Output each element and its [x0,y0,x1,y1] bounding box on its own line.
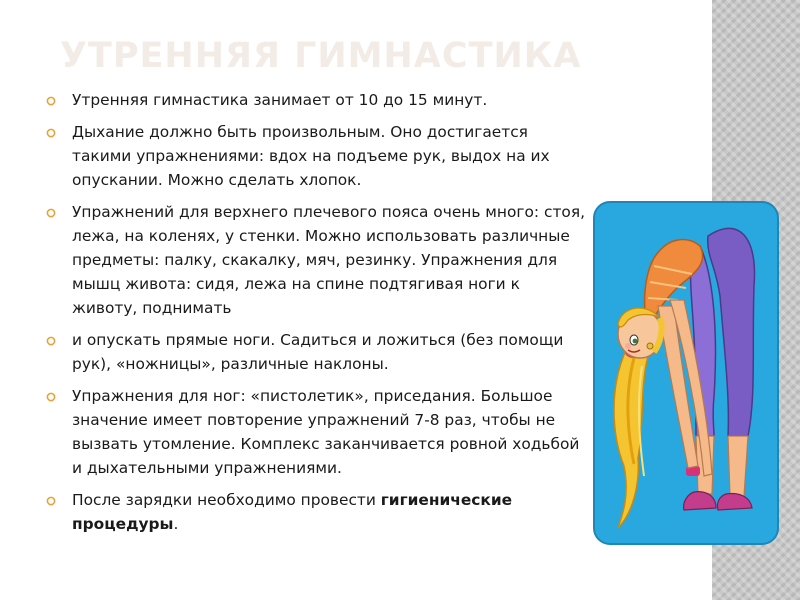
bullet-circle-icon [46,496,56,506]
bullet-text: Упражнения для ног: «пистолетик», приседания. Большое значение имеет повторение упражнений 7-8 раз, чтобы не вызвать утомление. Комплекс заканчивается ровной ходьбой и дыхательными упражнениями. [72,387,580,477]
bullet-text-bold: гигиенические процедуры [72,491,513,533]
bullet-item [46,328,586,376]
girl-stretching-illustration [588,196,784,550]
bullet-item [46,200,586,320]
bullet-item [46,88,586,112]
bullet-circle-icon [46,208,56,218]
bullet-item [46,488,586,536]
bullet-circle-icon [46,128,56,138]
bullet-circle-icon [46,96,56,106]
bullet-text-end: . [173,515,179,533]
bullet-text: Утренняя гимнастика занимает от 10 до 15 минут. [72,91,488,109]
bullet-text: Упражнений для верхнего плечевого пояса очень много: стоя, лежа, на коленях, у стенки. Можно использовать различные предметы: палку, скакалку, мяч, резинку. Упражнения для мышц живота: сидя, лежа на спине подтягивая ноги к животу, поднимать [72,203,585,317]
slide-title: УТРЕННЯЯ ГИМНАСТИКА [60,36,582,76]
bullet-circle-icon [46,392,56,402]
bullet-text: и опускать прямые ноги. Садиться и ложиться (без помощи рук), «ножницы», различные наклоны. [72,331,564,373]
bullet-item [46,120,586,192]
bullet-text: После зарядки необходимо провести [72,491,381,509]
bullet-item [46,384,586,480]
bullet-list [46,88,586,544]
bullet-circle-icon [46,336,56,346]
bullet-text: Дыхание должно быть произвольным. Оно достигается такими упражнениями: вдох на подъеме рук, выдох на их опускании. Можно сделать хлопок. [72,123,550,189]
